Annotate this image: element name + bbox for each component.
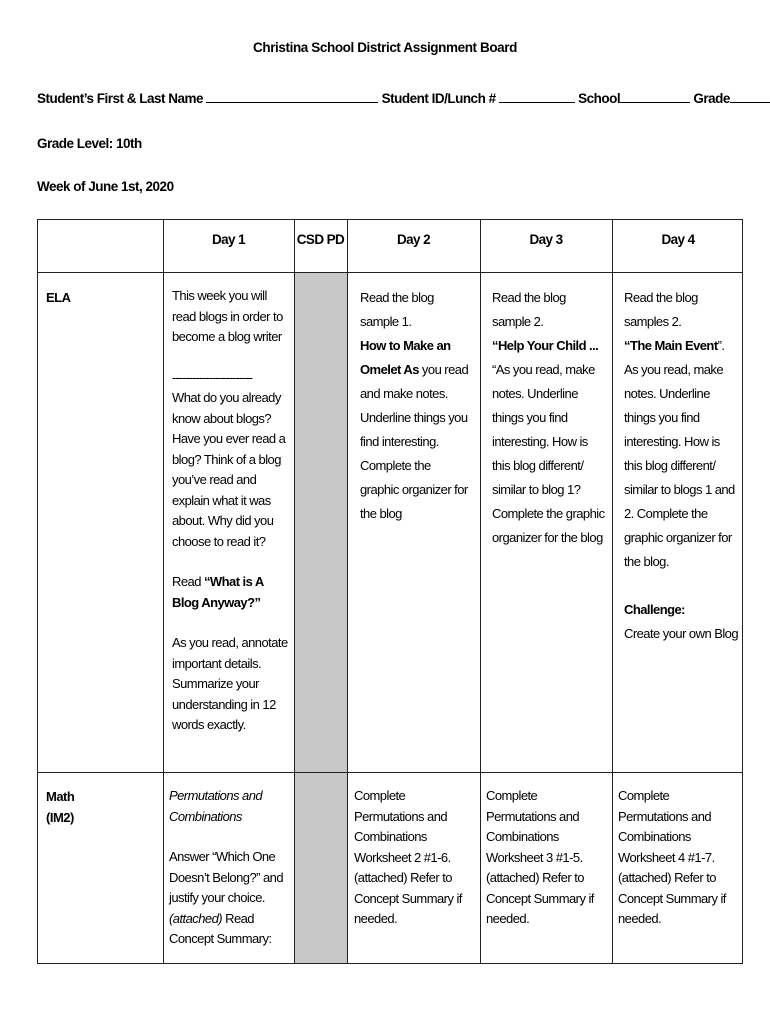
- week-of: Week of June 1st, 2020: [37, 179, 174, 194]
- ela-day-3-cell: [492, 286, 606, 550]
- math-day-4-cell: [618, 786, 738, 930]
- header-day-4: Day 4: [661, 232, 695, 247]
- ela-day-4-challenge-text: Create your own Blog: [624, 626, 739, 641]
- math-day-3-cell: [486, 786, 606, 930]
- header-day-2: Day 2: [396, 232, 431, 247]
- school-label: School: [578, 91, 621, 106]
- ela-day-2-line1: Read the blog sample 1.: [360, 290, 434, 329]
- csd-pd-shade: [294, 273, 347, 963]
- math-day-1-attached: (attached): [169, 910, 223, 926]
- document-title: Christina School District Assignment Board: [253, 40, 517, 55]
- math-label: Math: [46, 789, 75, 804]
- grade-blank: [730, 89, 770, 103]
- math-day-3-text: Complete Permutations and Combinations Worksheet 3 #1-5. (attached) Refer to Concept Summary if needed.: [486, 788, 594, 926]
- student-id-blank: [499, 89, 575, 103]
- header-csd-pd: CSD PD: [296, 232, 345, 247]
- name-label: Student’s First & Last Name: [37, 91, 204, 106]
- ela-day-1-read-prefix: Read: [172, 574, 204, 589]
- student-info-line: [37, 89, 770, 106]
- row-label-ela: ELA: [46, 290, 71, 305]
- math-day-2-text: Complete Permutations and Combinations Worksheet 2 #1-6. (attached) Refer to Concept Summary if needed.: [354, 788, 462, 926]
- ela-day-3-blog-title: “Help Your Child ...: [492, 338, 599, 353]
- ela-day-4-body: [624, 334, 738, 574]
- math-course: (IM2): [46, 810, 74, 825]
- ela-day-4-text: ”. As you read, make notes. Underline things you find interesting. How is this blog different/ similar to blogs 1 and 2. Complete the graphic organizer for the blog.: [624, 338, 735, 569]
- math-day-1-task: [169, 847, 289, 950]
- grid-line: [347, 220, 348, 963]
- ela-day-1-questions: What do you already know about blogs? Have you ever read a blog? Think of a blog you’ve read and explain what it was about. Why did you choose to read it?: [172, 390, 286, 549]
- math-day-1-topic: Permutations and Combinations: [169, 788, 263, 824]
- ela-day-2-text: you read and make notes. Underline things you find interesting. Complete the graphic organizer for the blog: [360, 362, 469, 521]
- ela-day-2-cell: [360, 286, 472, 526]
- ela-day-1-divider: ------------------------: [172, 369, 252, 385]
- ela-day-1-annotate: As you read, annotate important details. Summarize your understanding in 12 words exactly.: [172, 635, 288, 732]
- name-blank: [206, 89, 378, 103]
- grid-line: [38, 272, 742, 273]
- ela-day-2-body: [360, 334, 472, 526]
- grid-line: [38, 772, 742, 773]
- math-day-1-task-text: Answer “Which One Doesn’t Belong?” and justify your choice.: [169, 849, 284, 905]
- ela-day-3-line1: Read the blog sample 2.: [492, 290, 566, 329]
- ela-day-3-body: [492, 334, 606, 550]
- header-day-3: Day 3: [529, 232, 563, 247]
- math-day-2-cell: [354, 786, 474, 930]
- challenge-label: Challenge:: [624, 602, 685, 617]
- grid-line: [612, 220, 613, 963]
- ela-day-4-line1: Read the blog samples 2.: [624, 290, 698, 329]
- grid-line: [294, 220, 295, 963]
- grade-label: Grade: [693, 91, 730, 106]
- ela-day-1-read-title: “What is A Blog Anyway?”: [172, 574, 264, 610]
- grade-level: Grade Level: 10th: [37, 136, 142, 151]
- math-day-4-text: Complete Permutations and Combinations Worksheet 4 #1-7. (attached) Refer to Concept Summary if needed.: [618, 788, 726, 926]
- ela-day-4-blog-title: “The Main Event: [624, 338, 718, 353]
- ela-day-2-blog-title: How to Make an Omelet As: [360, 338, 451, 377]
- ela-day-3-text: “As you read, make notes. Underline things you find interesting. How is this blog different/ similar to blog 1? Complete the graphic organizer for the blog: [492, 362, 605, 545]
- ela-day-1-cell: [172, 286, 290, 736]
- student-id-label: Student ID/Lunch #: [381, 91, 496, 106]
- school-blank: [620, 89, 690, 103]
- math-day-1-read: Read Concept Summary:: [169, 910, 272, 946]
- row-label-math: [46, 786, 74, 828]
- grid-line: [480, 220, 481, 963]
- ela-day-4-cell: [624, 286, 738, 646]
- grid-line: [163, 220, 164, 963]
- ela-day-1-read: [172, 572, 290, 613]
- header-day-1: Day 1: [211, 232, 246, 247]
- ela-day-1-intro: This week you will read blogs in order to become a blog writer: [172, 288, 283, 344]
- math-day-1-cell: [169, 786, 289, 950]
- ela-day-4-challenge-label: [624, 598, 738, 622]
- assignment-table: [37, 219, 743, 964]
